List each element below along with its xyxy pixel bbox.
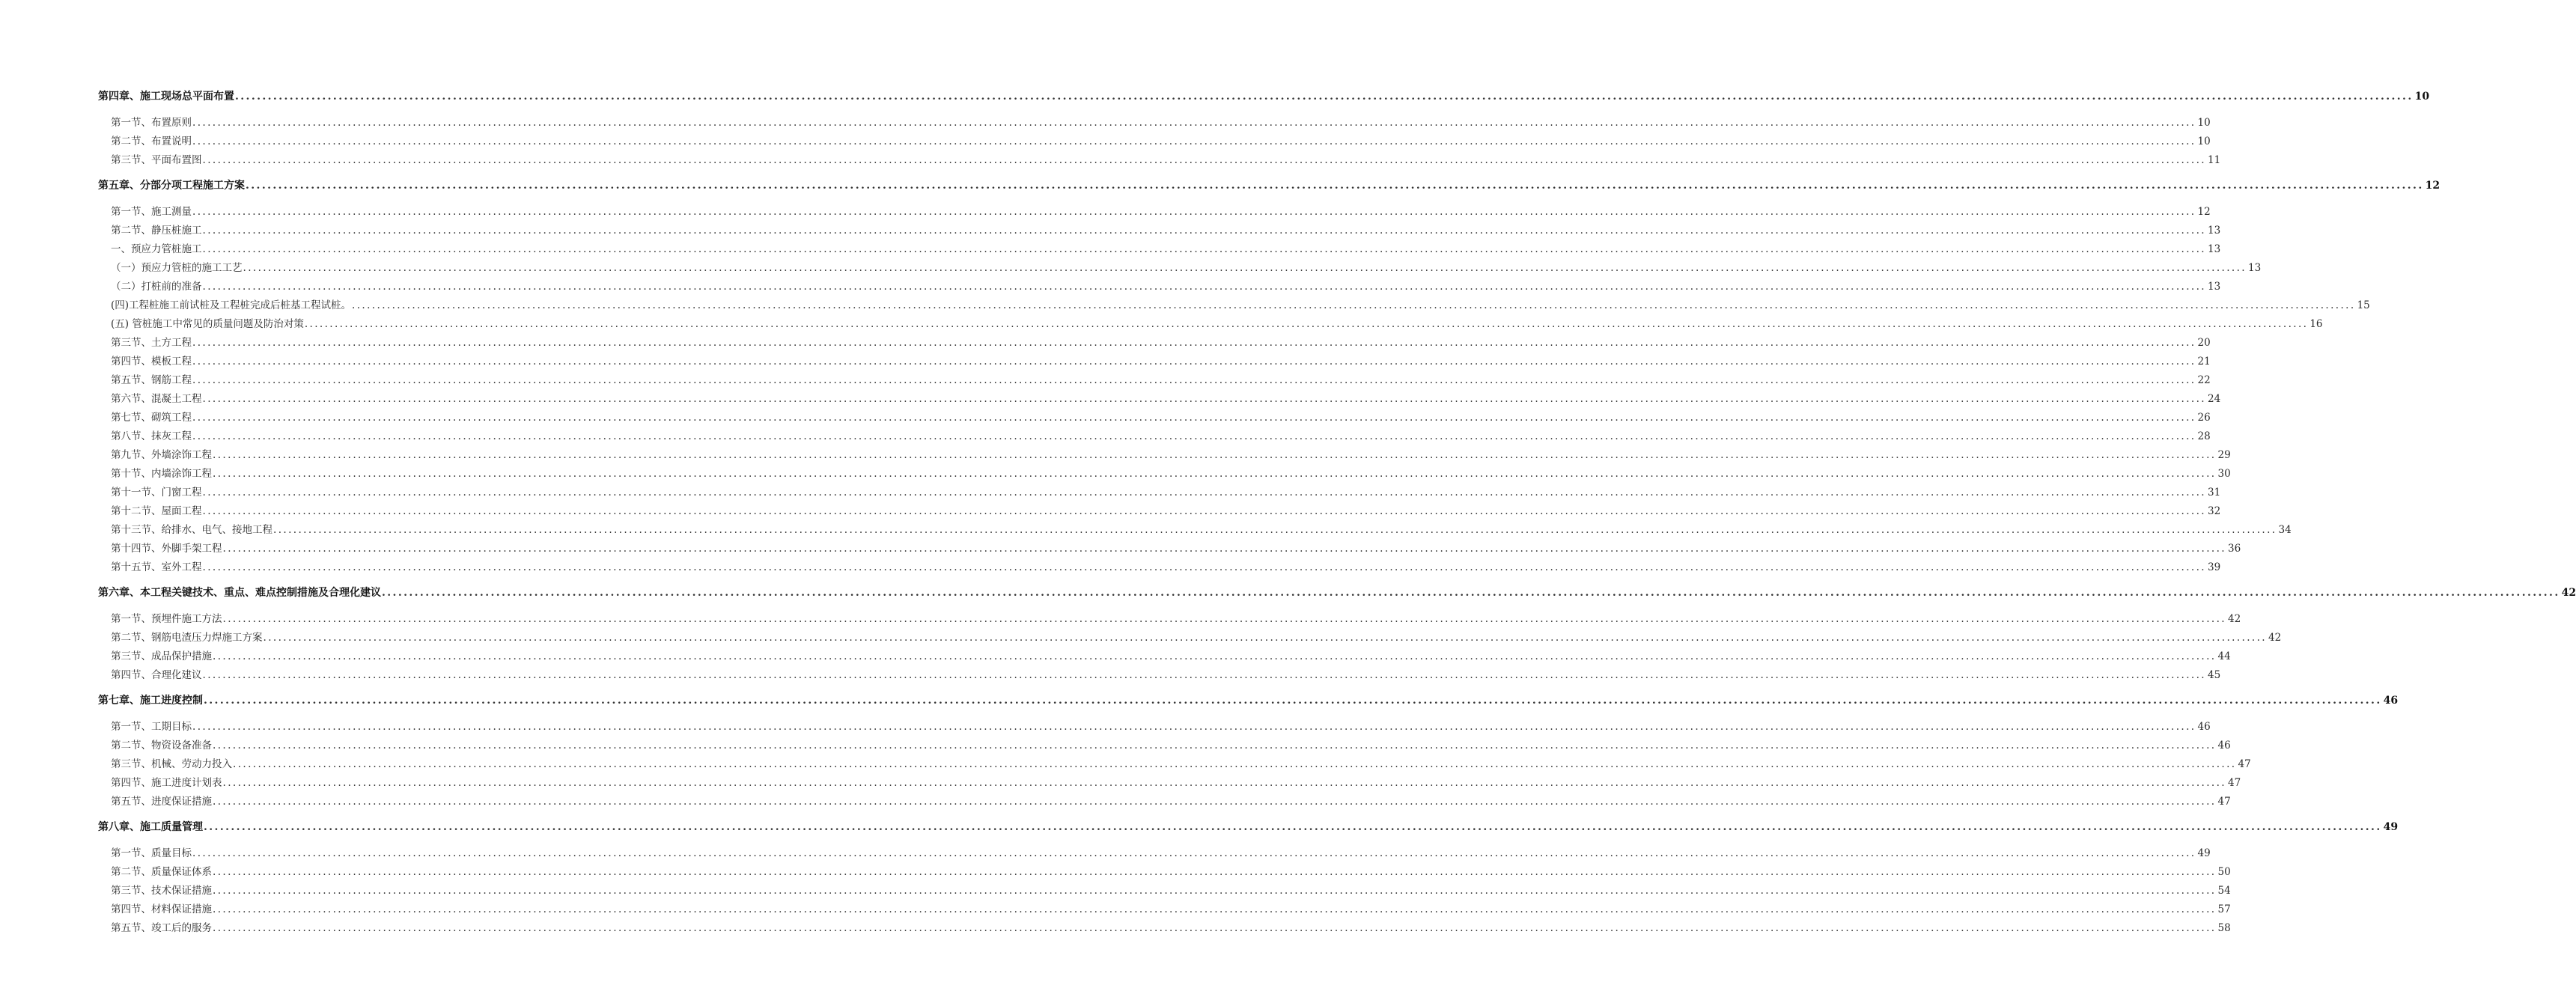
toc-entry-title: 第六节、混凝土工程 xyxy=(111,393,202,405)
toc-section-entry[interactable] xyxy=(98,502,2221,521)
toc-page-number: 10 xyxy=(2197,117,2211,129)
toc-page-number: 49 xyxy=(2383,821,2399,833)
dot-leader: ................................................................................................................................................................................................................................................................................................................................................................................................................ xyxy=(233,758,2237,770)
dot-leader: ................................................................................................................................................................................................................................................................................................................................................................................................................ xyxy=(202,281,2207,293)
dot-leader: ................................................................................................................................................................................................................................................................................................................................................................................................................ xyxy=(202,669,2207,681)
toc-page-number: 47 xyxy=(2217,796,2231,808)
dot-leader: ................................................................................................................................................................................................................................................................................................................................................................................................................ xyxy=(222,777,2227,789)
dot-leader: ................................................................................................................................................................................................................................................................................................................................................................................................................ xyxy=(213,650,2217,662)
toc-page-number: 45 xyxy=(2208,669,2221,681)
toc-page-number: 13 xyxy=(2208,281,2221,293)
toc-section-entry[interactable] xyxy=(98,610,2241,629)
toc-chapter-entry[interactable] xyxy=(98,818,2399,837)
toc-section-entry[interactable] xyxy=(98,259,2262,278)
toc-page-number: 13 xyxy=(2208,225,2221,237)
toc-page-number: 50 xyxy=(2217,866,2231,878)
dot-leader: ................................................................................................................................................................................................................................................................................................................................................................................................................ xyxy=(213,866,2217,878)
toc-section-entry[interactable] xyxy=(98,409,2211,427)
toc-entry-title: 第四节、合理化建议 xyxy=(111,669,202,681)
dot-leader: ................................................................................................................................................................................................................................................................................................................................................................................................................ xyxy=(235,91,2414,103)
dot-leader: ................................................................................................................................................................................................................................................................................................................................................................................................................ xyxy=(263,632,2268,644)
toc-section-entry[interactable] xyxy=(98,427,2211,446)
toc-section-entry[interactable] xyxy=(98,315,2323,334)
toc-page-number: 13 xyxy=(2248,262,2262,274)
toc-page-number: 31 xyxy=(2208,487,2221,499)
toc-entry-title: 一、预应力管桩施工 xyxy=(111,243,202,255)
dot-leader: ................................................................................................................................................................................................................................................................................................................................................................................................................ xyxy=(222,543,2227,555)
toc-entry-title: 第四节、模板工程 xyxy=(111,356,192,368)
dot-leader: ................................................................................................................................................................................................................................................................................................................................................................................................................ xyxy=(202,487,2207,499)
toc-section-entry[interactable] xyxy=(98,666,2221,685)
toc-section-entry[interactable] xyxy=(98,558,2221,577)
toc-entry-title: 第三节、成品保护措施 xyxy=(111,650,212,662)
toc-entry-title: 第十四节、外脚手架工程 xyxy=(111,543,222,555)
toc-entry-title: 第一节、质量目标 xyxy=(111,847,192,859)
toc-entry-title: 第一节、工期目标 xyxy=(111,721,192,733)
toc-section-entry[interactable] xyxy=(98,629,2282,647)
toc-entry-title: 第二节、钢筋电渣压力焊施工方案 xyxy=(111,632,263,644)
dot-leader: ................................................................................................................................................................................................................................................................................................................................................................................................................ xyxy=(246,180,2424,192)
toc-section-entry[interactable] xyxy=(98,774,2241,793)
dot-leader: ................................................................................................................................................................................................................................................................................................................................................................................................................ xyxy=(213,796,2217,808)
dot-leader: ................................................................................................................................................................................................................................................................................................................................................................................................................ xyxy=(192,847,2196,859)
toc-entry-title: 第三节、技术保证措施 xyxy=(111,885,212,897)
toc-page-number: 11 xyxy=(2208,154,2221,166)
dot-leader: ................................................................................................................................................................................................................................................................................................................................................................................................................ xyxy=(213,903,2217,915)
toc-section-entry[interactable] xyxy=(98,296,2370,315)
toc-entry-title: (五) 管桩施工中常见的质量问题及防治对策 xyxy=(111,318,304,330)
toc-section-entry[interactable] xyxy=(98,647,2231,666)
toc-entry-title: 第七节、砌筑工程 xyxy=(111,412,192,424)
toc-page-number: 22 xyxy=(2197,374,2211,386)
toc-page-number: 24 xyxy=(2208,393,2221,405)
toc-section-entry[interactable] xyxy=(98,114,2211,132)
dot-leader: ................................................................................................................................................................................................................................................................................................................................................................................................................ xyxy=(213,740,2217,752)
toc-entry-title: 第一节、布置原则 xyxy=(111,117,192,129)
toc-page-number: 44 xyxy=(2217,650,2231,662)
toc-page-number: 46 xyxy=(2217,740,2231,752)
toc-page-number: 10 xyxy=(2197,135,2211,147)
table-of-contents xyxy=(98,88,2576,938)
toc-page-number: 58 xyxy=(2217,922,2231,934)
toc-section-entry[interactable] xyxy=(98,755,2251,774)
toc-entry-title: 第五章、分部分项工程施工方案 xyxy=(98,180,245,192)
toc-entry-title: 第十三节、给排水、电气、接地工程 xyxy=(111,524,272,536)
dot-leader: ................................................................................................................................................................................................................................................................................................................................................................................................................ xyxy=(213,468,2217,480)
toc-page-number: 36 xyxy=(2228,543,2241,555)
toc-page-number: 57 xyxy=(2217,903,2231,915)
toc-page-number: 12 xyxy=(2197,206,2211,218)
toc-entry-title: 第五节、竣工后的服务 xyxy=(111,922,212,934)
toc-section-entry[interactable] xyxy=(98,222,2221,240)
toc-page-number: 13 xyxy=(2208,243,2221,255)
dot-leader: ................................................................................................................................................................................................................................................................................................................................................................................................................ xyxy=(202,393,2207,405)
toc-page-number: 46 xyxy=(2197,721,2211,733)
toc-chapter-entry[interactable] xyxy=(98,692,2399,710)
toc-page-number: 34 xyxy=(2278,524,2292,536)
dot-leader: ................................................................................................................................................................................................................................................................................................................................................................................................................ xyxy=(204,695,2382,707)
toc-page-number: 46 xyxy=(2383,695,2399,707)
toc-section-entry[interactable] xyxy=(98,446,2231,465)
dot-leader: ................................................................................................................................................................................................................................................................................................................................................................................................................ xyxy=(192,430,2196,442)
toc-page-number: 26 xyxy=(2197,412,2211,424)
dot-leader: ................................................................................................................................................................................................................................................................................................................................................................................................................ xyxy=(202,505,2207,517)
toc-page-number: 54 xyxy=(2217,885,2231,897)
toc-entry-title: 第一节、预埋件施工方法 xyxy=(111,613,222,625)
toc-entry-title: 第七章、施工进度控制 xyxy=(98,695,203,707)
toc-entry-title: 第九节、外墙涂饰工程 xyxy=(111,449,212,461)
dot-leader: ................................................................................................................................................................................................................................................................................................................................................................................................................ xyxy=(382,587,2560,599)
toc-entry-title: （一）预应力管桩的施工工艺 xyxy=(111,262,243,274)
toc-page-number: 42 xyxy=(2228,613,2241,625)
dot-leader: ................................................................................................................................................................................................................................................................................................................................................................................................................ xyxy=(352,299,2356,311)
dot-leader: ................................................................................................................................................................................................................................................................................................................................................................................................................ xyxy=(192,374,2196,386)
toc-entry-title: 第一节、施工测量 xyxy=(111,206,192,218)
toc-section-entry[interactable] xyxy=(98,371,2211,390)
toc-entry-title: 第十二节、屋面工程 xyxy=(111,505,202,517)
toc-section-entry[interactable] xyxy=(98,353,2211,371)
toc-section-entry[interactable] xyxy=(98,465,2231,484)
toc-page-number: 47 xyxy=(2238,758,2251,770)
toc-chapter-entry[interactable] xyxy=(98,177,2440,195)
toc-page-number: 21 xyxy=(2197,356,2211,368)
toc-page-number: 28 xyxy=(2197,430,2211,442)
toc-entry-title: 第十一节、门窗工程 xyxy=(111,487,202,499)
toc-page-number: 10 xyxy=(2414,91,2430,103)
toc-section-entry[interactable] xyxy=(98,240,2221,259)
toc-chapter-entry[interactable] xyxy=(98,88,2430,106)
toc-section-entry[interactable] xyxy=(98,882,2231,900)
toc-entry-title: 第三节、土方工程 xyxy=(111,337,192,349)
toc-entry-title: 第二节、质量保证体系 xyxy=(111,866,212,878)
toc-page-number: 47 xyxy=(2228,777,2241,789)
toc-section-entry[interactable] xyxy=(98,737,2231,755)
dot-leader: ................................................................................................................................................................................................................................................................................................................................................................................................................ xyxy=(202,243,2207,255)
toc-page-number: 49 xyxy=(2197,847,2211,859)
toc-entry-title: 第三节、机械、劳动力投入 xyxy=(111,758,232,770)
toc-page-number: 29 xyxy=(2217,449,2231,461)
toc-entry-title: 第二节、静压桩施工 xyxy=(111,225,202,237)
dot-leader: ................................................................................................................................................................................................................................................................................................................................................................................................................ xyxy=(202,154,2207,166)
dot-leader: ................................................................................................................................................................................................................................................................................................................................................................................................................ xyxy=(213,449,2217,461)
dot-leader: ................................................................................................................................................................................................................................................................................................................................................................................................................ xyxy=(213,885,2217,897)
toc-page-number: 15 xyxy=(2357,299,2370,311)
dot-leader: ................................................................................................................................................................................................................................................................................................................................................................................................................ xyxy=(222,613,2227,625)
dot-leader: ................................................................................................................................................................................................................................................................................................................................................................................................................ xyxy=(273,524,2277,536)
toc-section-entry[interactable] xyxy=(98,919,2231,938)
toc-section-entry[interactable] xyxy=(98,793,2231,811)
dot-leader: ................................................................................................................................................................................................................................................................................................................................................................................................................ xyxy=(202,225,2207,237)
toc-page-number: 39 xyxy=(2208,561,2221,573)
dot-leader: ................................................................................................................................................................................................................................................................................................................................................................................................................ xyxy=(243,262,2247,274)
toc-entry-title: 第五节、钢筋工程 xyxy=(111,374,192,386)
toc-entry-title: 第三节、平面布置图 xyxy=(111,154,202,166)
dot-leader: ................................................................................................................................................................................................................................................................................................................................................................................................................ xyxy=(192,412,2196,424)
toc-page-number: 32 xyxy=(2208,505,2221,517)
toc-entry-title: (四)工程桩施工前试桩及工程桩完成后桩基工程试桩。 xyxy=(111,299,352,311)
toc-entry-title: 第八章、施工质量管理 xyxy=(98,821,203,833)
dot-leader: ................................................................................................................................................................................................................................................................................................................................................................................................................ xyxy=(192,206,2196,218)
toc-chapter-entry[interactable] xyxy=(98,584,2576,603)
toc-page-number: 16 xyxy=(2309,318,2323,330)
toc-section-entry[interactable] xyxy=(98,521,2292,540)
toc-section-entry[interactable] xyxy=(98,203,2211,222)
toc-page-number: 42 xyxy=(2268,632,2282,644)
toc-entry-title: 第六章、本工程关键技术、重点、难点控制措施及合理化建议 xyxy=(98,587,381,599)
toc-entry-title: （二）打桩前的准备 xyxy=(111,281,202,293)
toc-entry-title: 第二节、物资设备准备 xyxy=(111,740,212,752)
dot-leader: ................................................................................................................................................................................................................................................................................................................................................................................................................ xyxy=(192,721,2196,733)
toc-section-entry[interactable] xyxy=(98,484,2221,502)
toc-page-number: 20 xyxy=(2197,337,2211,349)
toc-entry-title: 第十五节、室外工程 xyxy=(111,561,202,573)
toc-entry-title: 第五节、进度保证措施 xyxy=(111,796,212,808)
toc-section-entry[interactable] xyxy=(98,278,2221,296)
toc-entry-title: 第四节、材料保证措施 xyxy=(111,903,212,915)
dot-leader: ................................................................................................................................................................................................................................................................................................................................................................................................................ xyxy=(192,135,2196,147)
dot-leader: ................................................................................................................................................................................................................................................................................................................................................................................................................ xyxy=(192,337,2196,349)
toc-page-number: 12 xyxy=(2425,180,2440,192)
toc-section-entry[interactable] xyxy=(98,718,2211,737)
toc-entry-title: 第十节、内墙涂饰工程 xyxy=(111,468,212,480)
toc-section-entry[interactable] xyxy=(98,151,2221,170)
toc-page-number: 30 xyxy=(2217,468,2231,480)
toc-entry-title: 第四节、施工进度计划表 xyxy=(111,777,222,789)
toc-entry-title: 第八节、抹灰工程 xyxy=(111,430,192,442)
dot-leader: ................................................................................................................................................................................................................................................................................................................................................................................................................ xyxy=(213,922,2217,934)
dot-leader: ................................................................................................................................................................................................................................................................................................................................................................................................................ xyxy=(204,821,2382,833)
dot-leader: ................................................................................................................................................................................................................................................................................................................................................................................................................ xyxy=(192,356,2196,368)
toc-section-entry[interactable] xyxy=(98,900,2231,919)
toc-section-entry[interactable] xyxy=(98,844,2211,863)
toc-page-number: 42 xyxy=(2561,587,2576,599)
toc-section-entry[interactable] xyxy=(98,132,2211,151)
dot-leader: ................................................................................................................................................................................................................................................................................................................................................................................................................ xyxy=(304,318,2309,330)
dot-leader: ................................................................................................................................................................................................................................................................................................................................................................................................................ xyxy=(202,561,2207,573)
toc-section-entry[interactable] xyxy=(98,863,2231,882)
toc-section-entry[interactable] xyxy=(98,540,2241,558)
toc-entry-title: 第二节、布置说明 xyxy=(111,135,192,147)
toc-section-entry[interactable] xyxy=(98,390,2221,409)
toc-entry-title: 第四章、施工现场总平面布置 xyxy=(98,91,234,103)
toc-section-entry[interactable] xyxy=(98,334,2211,353)
dot-leader: ................................................................................................................................................................................................................................................................................................................................................................................................................ xyxy=(192,117,2196,129)
